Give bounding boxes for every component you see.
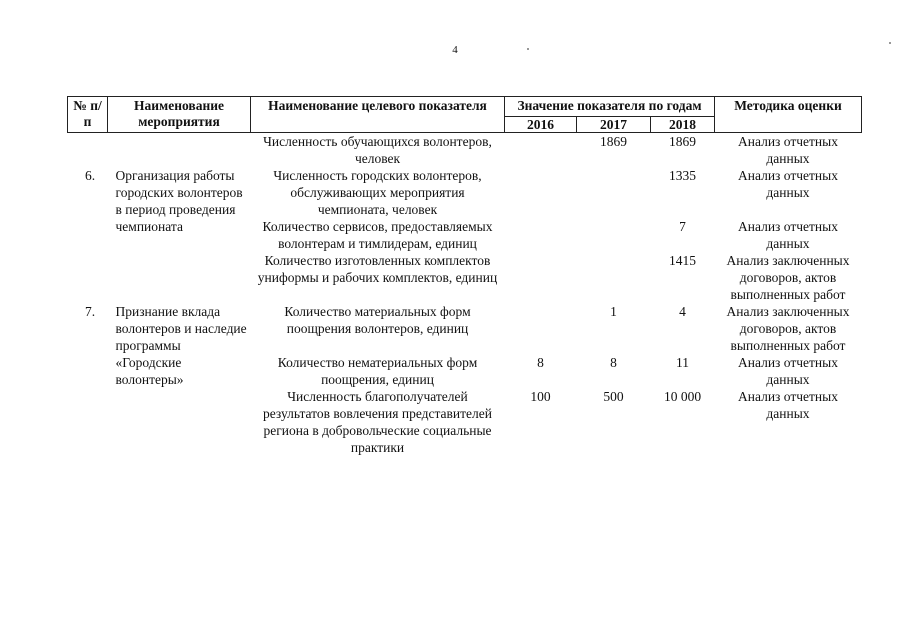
row-value-2016: [505, 252, 577, 303]
row-indicator: Количество сервисов, предоставляемых волонтерам и тимлидерам, единиц: [262, 219, 493, 251]
row-indicator: Численность благополучателей результатов вовлечения представителей региона в добровольческие социальные практики: [262, 389, 492, 455]
row-value-2018: 1415: [669, 253, 696, 268]
table-row: [68, 167, 862, 218]
row-indicator: Численность городских волонтеров, обслуживающих мероприятия чемпионата, человек: [273, 168, 482, 217]
row-indicator: Численность обучающихся волонтеров, человек: [263, 134, 492, 166]
header-year-2017: 2017: [577, 117, 651, 133]
row-method: Анализ отчетных данных: [738, 389, 838, 421]
row-method: Анализ заключенных договоров, актов выполненных работ: [726, 253, 850, 302]
table-header: [68, 97, 862, 133]
row-value-2017: [577, 252, 651, 303]
row-event: Признание вклада волонтеров и наследие программы «Городские волонтеры»: [115, 304, 247, 387]
row-method: Анализ отчетных данных: [738, 355, 838, 387]
row-value-2017: 1: [610, 304, 617, 319]
row-value-2016: [505, 167, 577, 218]
row-value-2016: [505, 133, 577, 168]
header-method: Методика оценки: [715, 97, 862, 133]
scan-speck: [527, 48, 529, 50]
header-value: Значение показателя по годам: [505, 97, 715, 117]
row-value-2016: 8: [537, 355, 544, 370]
row-value-2017: 1869: [600, 134, 627, 149]
page-number: 4: [452, 44, 458, 56]
row-value-2016: 100: [530, 389, 551, 404]
row-value-2018: 11: [676, 355, 689, 370]
row-indicator: Количество нематериальных форм поощрения, единиц: [277, 355, 478, 387]
row-value-2016: [505, 303, 577, 354]
row-value-2016: [505, 218, 577, 252]
row-method: Анализ заключенных договоров, актов выполненных работ: [726, 304, 850, 353]
row-value-2018: 1335: [669, 168, 696, 183]
table-body: [68, 133, 862, 457]
table-row: [68, 133, 862, 168]
row-num: [68, 218, 108, 252]
row-method: Анализ отчетных данных: [738, 134, 838, 166]
row-value-2017: [577, 218, 651, 252]
table-row: [68, 303, 862, 354]
header-year-2016: 2016: [505, 117, 577, 133]
row-value-2018: 4: [679, 304, 686, 319]
row-event: [108, 133, 251, 168]
row-event: Организация работы городских волонтеров в период проведения чемпионата: [115, 168, 243, 234]
row-method: Анализ отчетных данных: [738, 219, 838, 251]
indicators-table: [67, 96, 862, 456]
row-indicator: Количество материальных форм поощрения волонтеров, единиц: [284, 304, 471, 336]
header-num: № п/п: [68, 97, 108, 133]
row-indicator: Количество изготовленных комплектов униформы и рабочих комплектов, единиц: [257, 253, 498, 285]
row-value-2018: 1869: [669, 134, 696, 149]
row-value-2017: 8: [610, 355, 617, 370]
row-num: [68, 354, 108, 388]
row-value-2018: 10 000: [663, 389, 702, 404]
header-year-2018: 2018: [651, 117, 715, 133]
row-value-2017: 500: [603, 389, 624, 404]
row-num: [68, 252, 108, 303]
row-num: [68, 388, 108, 456]
row-value-2018: 7: [679, 219, 686, 234]
row-value-2017: [577, 167, 651, 218]
row-num: 6.: [84, 168, 96, 183]
header-indicator: Наименование целевого показателя: [251, 97, 505, 133]
scan-speck: [889, 42, 891, 44]
header-event: Наименование мероприятия: [108, 97, 251, 133]
row-num: 7.: [84, 304, 96, 319]
row-method: Анализ отчетных данных: [738, 168, 838, 200]
row-num: [68, 133, 108, 168]
